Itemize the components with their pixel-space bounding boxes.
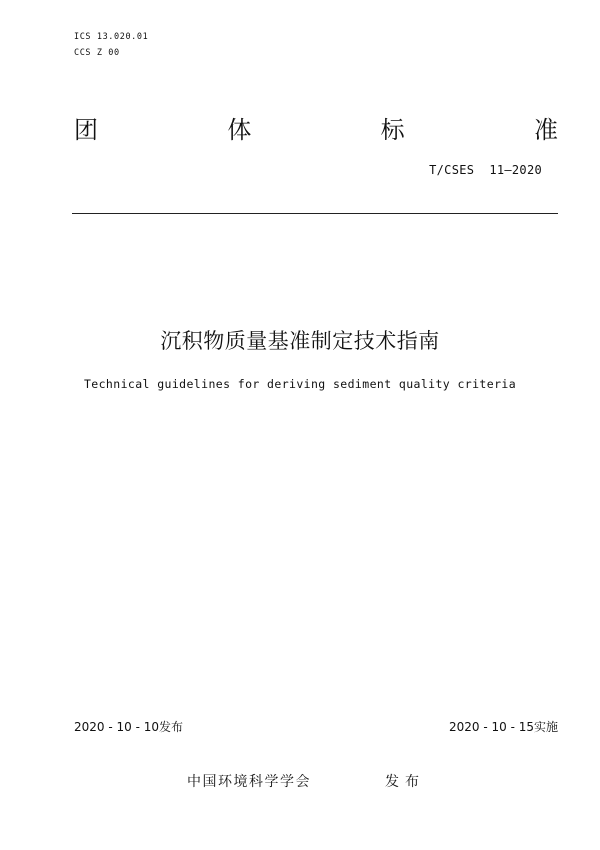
title-english: Technical guidelines for deriving sediment quality criteria <box>83 377 517 391</box>
publication-date: 2020 - 10 - 10发布 <box>74 720 183 734</box>
standard-type-char: 准 <box>533 116 558 144</box>
header-divider <box>72 213 558 214</box>
ccs-code: CCS Z 00 <box>74 48 120 58</box>
issuing-organization: 中国环境科学学会 <box>187 774 311 790</box>
classification-codes <box>74 29 148 61</box>
standard-type-heading <box>74 114 558 146</box>
issue-label: 发布 <box>385 774 425 790</box>
standard-type-char: 标 <box>380 116 405 144</box>
standard-type-char: 团 <box>74 116 98 144</box>
standard-type-char: 体 <box>227 116 252 144</box>
ics-code: ICS 13.020.01 <box>74 32 149 42</box>
implementation-date: 2020 - 10 - 15实施 <box>449 720 558 734</box>
title-chinese: 沉积物质量基准制定技术指南 <box>160 329 440 353</box>
standard-number: T/CSES 11—2020 <box>429 163 542 177</box>
